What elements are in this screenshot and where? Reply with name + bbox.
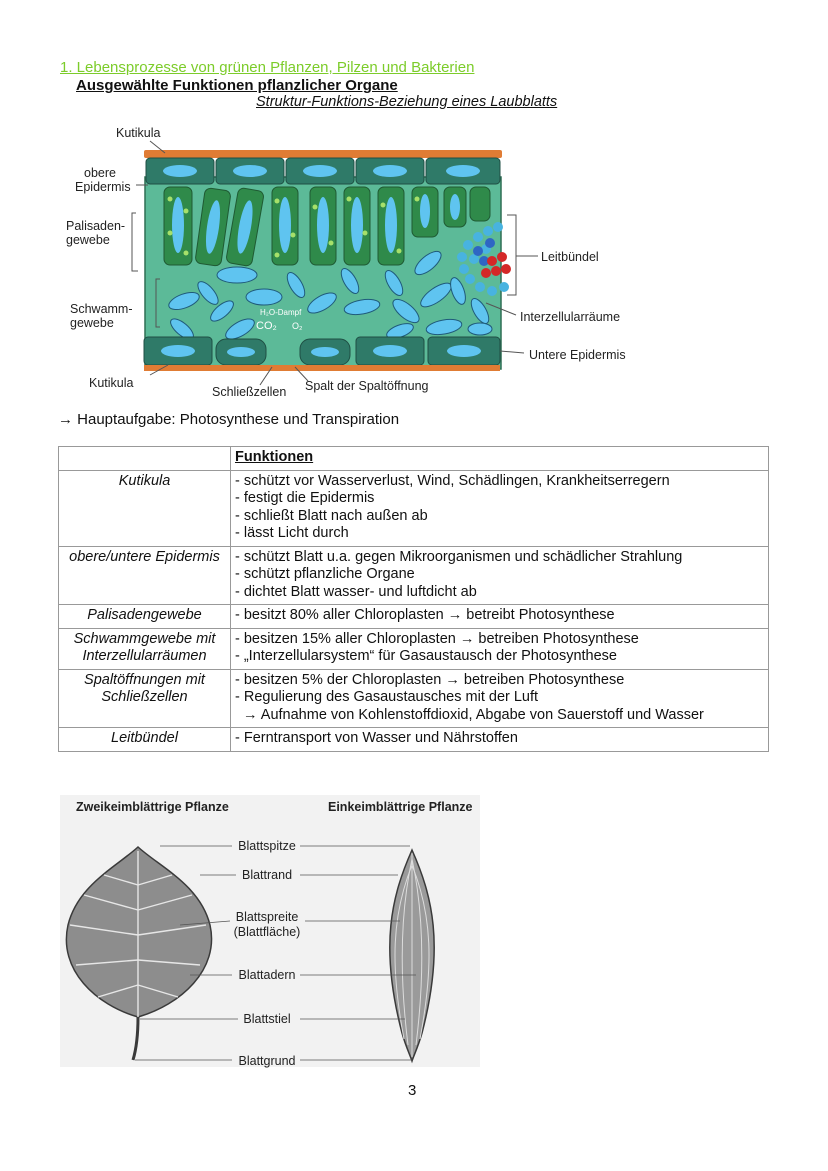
label-blattspreite: Blattspreite [235, 910, 299, 924]
row-name: Schwammgewebe mit Interzellularräumen [59, 628, 231, 669]
page-number: 3 [408, 1082, 417, 1099]
row-functions [231, 546, 769, 605]
row-functions [231, 628, 769, 669]
row-functions [231, 605, 769, 629]
table-header-row [59, 447, 769, 471]
label-epidermis: Epidermis [75, 180, 131, 194]
dicot-title: Zweikeimblättrige Pflanze [76, 800, 229, 814]
function-line: - schließt Blatt nach außen ab [235, 507, 428, 524]
o2-label: O₂ [292, 321, 303, 331]
leaf-comparison-figure [60, 795, 480, 1067]
label-kutikula-bottom: Kutikula [89, 376, 134, 390]
function-line: - „Interzellularsystem“ für Gasaustausch der Photosynthese [235, 648, 617, 664]
row-name: Spaltöffnungen mit Schließzellen [59, 669, 231, 728]
leaf-cross-section-diagram [60, 115, 580, 405]
function-line: - schützt vor Wasserverlust, Wind, Schädlingen, Krankheitserregern [235, 472, 670, 489]
function-line: - besitzt 80% aller Chloroplasten → betreibt Photosynthese [235, 607, 615, 623]
row-functions [231, 470, 769, 546]
label-blattadern: Blattadern [238, 968, 296, 982]
table-row [59, 546, 769, 605]
row-name: Palisadengewebe [59, 605, 231, 629]
row-functions [231, 669, 769, 728]
co2-label: CO₂ [256, 320, 277, 332]
label-schwamm-gewebe: gewebe [70, 316, 114, 330]
figure-title: Struktur-Funktions-Beziehung eines Laubblatts [256, 94, 558, 110]
function-line: - schützt pflanzliche Organe [235, 566, 415, 582]
table-row [59, 669, 769, 728]
table-row [59, 605, 769, 629]
function-line: → Aufnahme von Kohlenstoffdioxid, Abgabe von Sauerstoff und Wasser [235, 706, 704, 723]
main-task: → Hauptaufgabe: Photosynthese und Transpiration [58, 411, 400, 428]
topic-heading: 1. Lebensprozesse von grünen Pflanzen, Pilzen und Bakterien [60, 59, 475, 76]
label-schliesszellen: Schließzellen [212, 385, 287, 399]
row-name: Leitbündel [59, 728, 231, 752]
label-blattrand: Blattrand [241, 868, 293, 882]
monocot-title: Einkeimblättrige Pflanze [328, 800, 473, 814]
function-line: - festigt die Epidermis [235, 490, 375, 506]
label-leitbuendel: Leitbündel [541, 250, 599, 264]
function-line: - lässt Licht durch [235, 525, 349, 541]
function-line: - dichtet Blatt wasser- und luftdicht ab [235, 583, 477, 600]
label-spalt: Spalt der Spaltöffnung [305, 379, 429, 393]
table-row [59, 628, 769, 669]
table-header-empty [59, 447, 231, 471]
table-header-cell: Funktionen [231, 447, 769, 471]
label-interzellular: Interzellularräume [520, 310, 621, 324]
function-line: - Regulierung des Gasaustausches mit der Luft [235, 689, 539, 705]
table-row [59, 728, 769, 752]
label-palisaden-gewebe: gewebe [66, 233, 110, 247]
label-untere-epidermis: Untere Epidermis [529, 348, 626, 362]
label-kutikula-top: Kutikula [116, 126, 161, 140]
label-schwamm: Schwamm- [70, 302, 133, 316]
function-line: - besitzen 15% aller Chloroplasten → betreiben Photosynthese [235, 630, 639, 647]
row-name: Kutikula [59, 470, 231, 546]
label-blattstiel: Blattstiel [243, 1012, 291, 1026]
row-name [59, 546, 231, 605]
label-palisaden: Palisaden- [66, 219, 126, 233]
section-heading: Ausgewählte Funktionen pflanzlicher Organe [76, 77, 398, 94]
h2o-label: H₂O-Dampf [260, 308, 302, 317]
label-obere: obere [84, 166, 116, 180]
function-line: - schützt Blatt u.a. gegen Mikroorganismen und schädlicher Strahlung [235, 548, 683, 565]
table-row [59, 470, 769, 546]
row-functions [231, 728, 769, 752]
function-line: - besitzen 5% der Chloroplasten → betreiben Photosynthese [235, 671, 625, 688]
functions-table [58, 446, 769, 752]
row-name-text: obere/untere Epidermis [69, 548, 220, 565]
function-line: - Ferntransport von Wasser und Nährstoffen [235, 730, 518, 746]
label-blattflaeche: (Blattfläche) [233, 925, 301, 939]
label-blattspitze: Blattspitze [238, 839, 296, 853]
label-blattgrund: Blattgrund [238, 1054, 296, 1068]
